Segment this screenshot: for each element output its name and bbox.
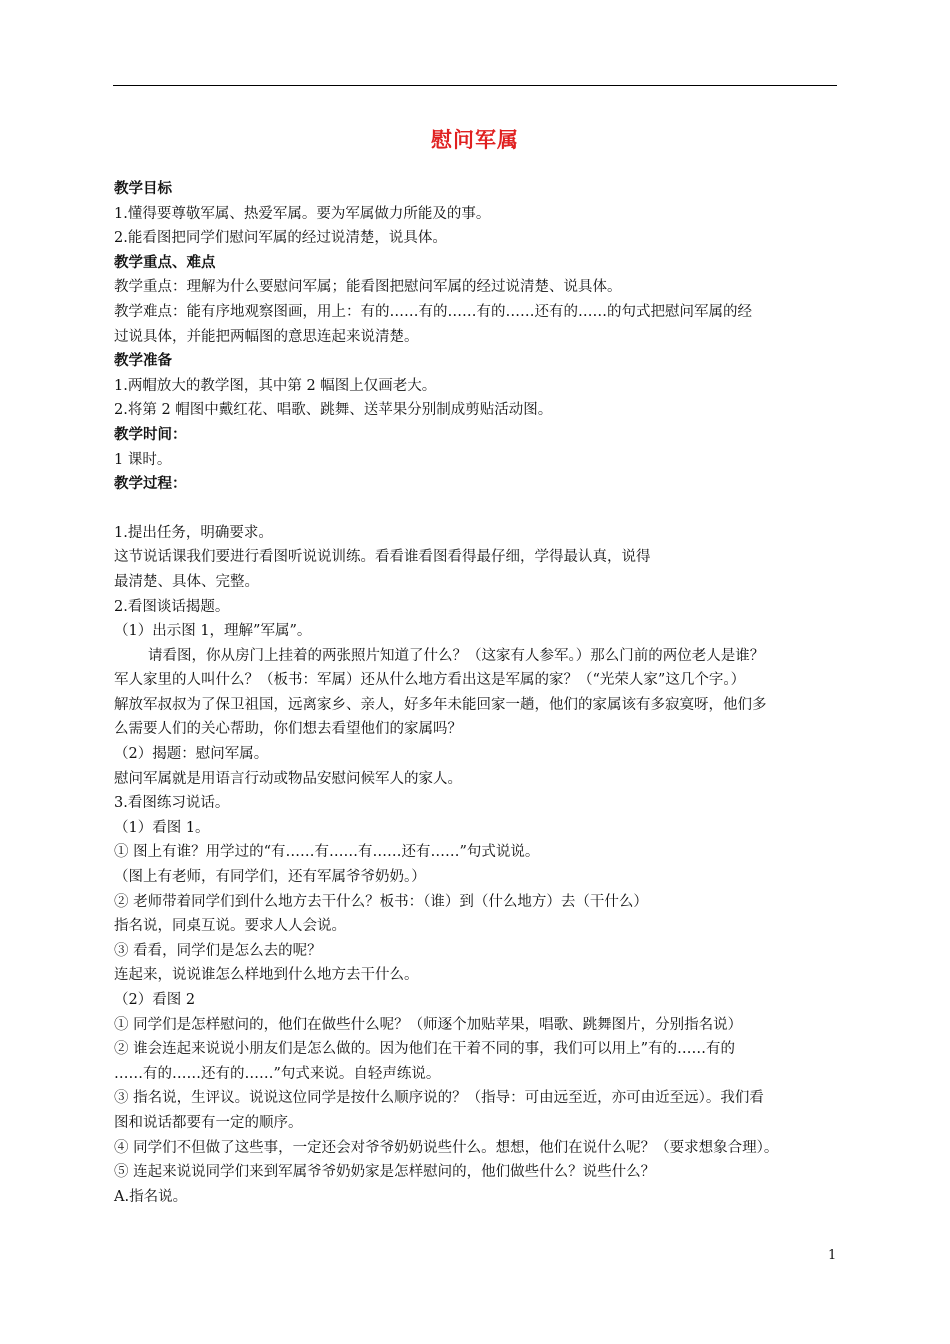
page-title: 慰问军属 xyxy=(431,128,519,152)
text-line: 么需要人们的关心帮助，你们想去看望他们的家属吗？ xyxy=(114,721,462,738)
text-line: 1 课时。 xyxy=(114,451,172,468)
text-line: 2.看图谈话揭题。 xyxy=(114,598,230,615)
text-line: 教学重点：理解为什么要慰问军属；能看图把慰问军属的经过说清楚、说具体。 xyxy=(114,279,622,296)
text-line: 2.能看图把同学们慰问军属的经过说清楚，说具体。 xyxy=(114,230,447,247)
text-line: 解放军叔叔为了保卫祖国，远离家乡、亲人，好多年未能回家一趟，他们的家属该有多寂寞呀，他们多 xyxy=(114,696,767,713)
text-line: 最清楚、具体、完整。 xyxy=(114,573,259,590)
section-heading: 教学准备 xyxy=(114,353,172,370)
text-line: 连起来，说说谁怎么样地到什么地方去干什么。 xyxy=(114,967,419,984)
text-line: （1）出示图 1，理解”军属”。 xyxy=(114,623,312,640)
text-line: ② 谁会连起来说说小朋友们是怎么做的。因为他们在干着不同的事，我们可以用上”有的……有的 xyxy=(114,1041,736,1058)
section-heading: 教学时间： xyxy=(114,426,187,443)
text-line: （1）看图 1。 xyxy=(114,819,210,836)
text-line: ③ 指名说，生评议。说说这位同学是按什么顺序说的？（指导：可由远至近，亦可由近至远）。我们看 xyxy=(114,1090,764,1107)
text-line: ④ 同学们不但做了这些事，一定还会对爷爷奶奶说些什么。想想，他们在说什么呢？（要求想象合理）。 xyxy=(114,1139,779,1156)
text-line: 1.两帽放大的教学图，其中第 2 幅图上仅画老大。 xyxy=(114,377,437,394)
text-line: 1.提出任务，明确要求。 xyxy=(114,524,273,541)
text-line: ① 图上有谁？用学过的“有……有……有……还有……”句式说说。 xyxy=(114,844,540,861)
text-line: ⑤ 连起来说说同学们来到军属爷爷奶奶家是怎样慰问的，他们做些什么？说些什么？ xyxy=(114,1164,656,1181)
text-line: ① 同学们是怎样慰问的，他们在做些什么呢？（师逐个加贴苹果，唱歌、跳舞图片，分别指名说） xyxy=(114,1016,743,1033)
text-line: （2）揭题：慰问军属。 xyxy=(114,746,269,763)
text-line: 请看图，你从房门上挂着的两张照片知道了什么？（这家有人参军。）那么门前的两位老人是谁？ xyxy=(148,647,765,664)
text-line: 这节说话课我们要进行看图听说说训练。看看谁看图看得最仔细，学得最认真，说得 xyxy=(114,549,651,566)
text-line: 图和说话都要有一定的顺序。 xyxy=(114,1114,303,1131)
text-line: ③ 看看，同学们是怎么去的呢？ xyxy=(114,942,322,959)
text-line: （图上有老师，有同学们，还有军属爷爷奶奶。） xyxy=(114,869,426,886)
text-line: ② 老师带着同学们到什么地方去干什么？板书：（谁）到（什么地方）去（干什么） xyxy=(114,893,648,910)
text-line: 3.看图练习说话。 xyxy=(114,795,230,812)
document-body xyxy=(114,177,840,1209)
text-line: （2）看图 2 xyxy=(114,992,196,1008)
text-line: A.指名说。 xyxy=(114,1188,188,1205)
blank-line xyxy=(114,497,840,521)
text-line: 军人家里的人叫什么？（板书：军属）还从什么地方看出这是军属的家？（“光荣人家”这几个字。） xyxy=(114,672,746,689)
section-heading: 教学重点、难点 xyxy=(114,254,216,271)
text-line: 2.将第 2 帽图中戴红花、唱歌、跳舞、送苹果分别制成剪贴活动图。 xyxy=(114,402,553,419)
text-line: 1.懂得要尊敬军属、热爱军属。要为军属做力所能及的事。 xyxy=(114,205,491,222)
text-line: 过说具体，并能把两幅图的意思连起来说清楚。 xyxy=(114,328,419,345)
text-line: 指名说，同桌互说。要求人人会说。 xyxy=(114,918,346,935)
section-heading: 教学目标 xyxy=(114,181,172,197)
section-heading: 教学过程： xyxy=(114,476,187,493)
text-line: ……有的……还有的……”句式来说。自轻声练说。 xyxy=(114,1065,441,1082)
header-rule xyxy=(113,85,837,86)
text-line: 教学难点：能有序地观察图画，用上：有的……有的……有的……还有的……的句式把慰问军属的经 xyxy=(114,303,752,320)
page-number: 1 xyxy=(828,1248,837,1263)
text-line: 慰问军属就是用语言行动或物品安慰问候军人的家人。 xyxy=(114,770,462,787)
